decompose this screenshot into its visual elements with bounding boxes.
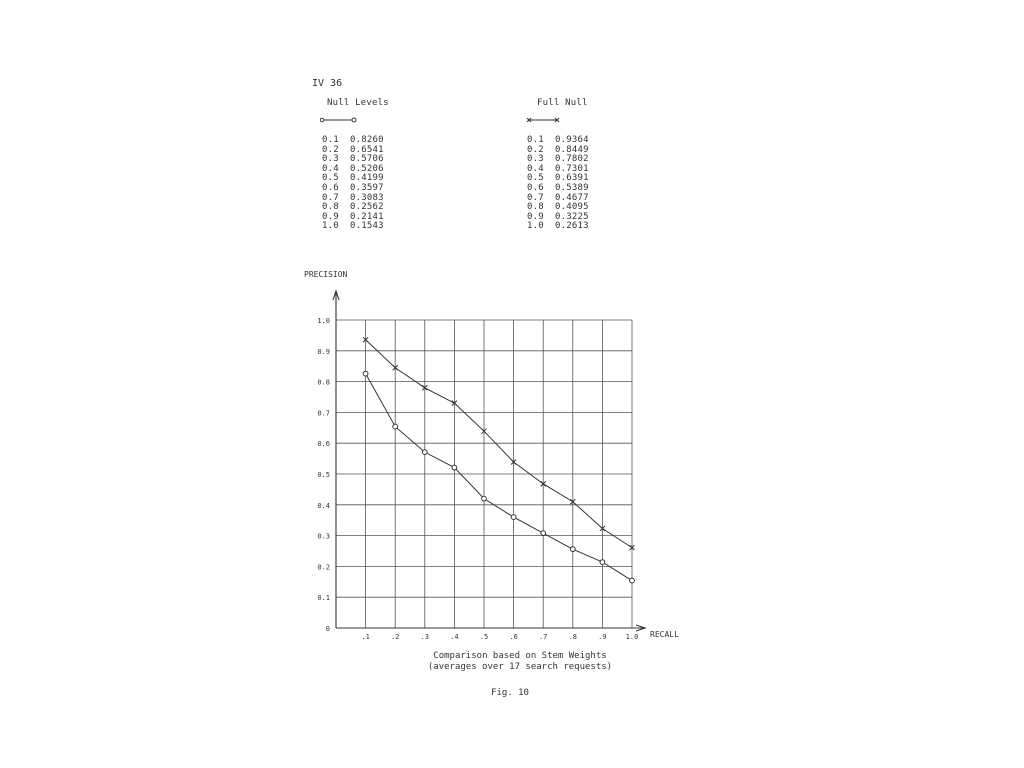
cross-stroke xyxy=(363,337,368,342)
cross-stroke xyxy=(570,499,575,504)
right-precision-value: 0.7802 xyxy=(555,154,589,165)
right-column-header: Full Null xyxy=(537,98,588,108)
left-precision-value: 0.3597 xyxy=(350,182,384,193)
y-tick-label: 0.9 xyxy=(317,347,330,356)
figure-label: Fig. 10 xyxy=(491,688,529,698)
left-row xyxy=(322,222,384,232)
series-1-point xyxy=(422,450,427,455)
series-2-point xyxy=(570,499,575,504)
document-id: IV 36 xyxy=(312,78,343,89)
right-recall-value: 0.5 xyxy=(527,173,544,184)
cross-stroke xyxy=(511,459,516,464)
left-recall-value: 0.8 xyxy=(322,202,339,213)
x-tick-label: .3 xyxy=(420,633,430,641)
chart-grid xyxy=(336,320,632,628)
series-2-point xyxy=(511,459,516,464)
left-recall-value: 0.7 xyxy=(322,192,339,203)
series-1-point xyxy=(452,465,457,470)
left-precision-value: 0.3083 xyxy=(350,192,384,203)
cross-stroke xyxy=(363,337,368,342)
right-recall-value: 0.3 xyxy=(527,154,544,165)
y-axis-arrow xyxy=(333,291,339,300)
right-precision-value: 0.7301 xyxy=(555,163,589,174)
cross-stroke xyxy=(422,385,427,390)
series-1-point xyxy=(630,578,635,583)
cross-stroke xyxy=(393,365,398,370)
chart-axes xyxy=(333,291,645,631)
right-recall-value: 0.2 xyxy=(527,144,544,155)
caption-line-1: Comparison based on Stem Weights xyxy=(433,651,607,661)
y-tick-label: 0.8 xyxy=(317,378,330,387)
x-tick-label: 1.0 xyxy=(625,633,639,641)
right-precision-value: 0.4095 xyxy=(555,202,589,213)
series-2-point xyxy=(541,481,546,486)
series-1-line xyxy=(366,374,632,581)
cross-line-symbol-icon xyxy=(525,115,565,125)
y-tick-label: 0.3 xyxy=(317,532,330,541)
left-recall-value: 0.3 xyxy=(322,154,339,165)
cross-stroke xyxy=(630,545,635,550)
cross-stroke xyxy=(452,401,457,406)
caption-line-2: (averages over 17 search requests) xyxy=(427,662,613,672)
series-1-point xyxy=(600,560,605,565)
left-precision-value: 0.8260 xyxy=(350,135,384,145)
left-recall-value: 0.5 xyxy=(322,173,339,184)
left-recall-value: 0.1 xyxy=(322,135,339,145)
right-recall-value: 0.8 xyxy=(527,202,544,213)
left-recall-value: 0.9 xyxy=(322,211,339,222)
right-recall-value: 0.4 xyxy=(527,163,544,174)
left-recall-value: 0.6 xyxy=(322,182,339,193)
series-2-point xyxy=(363,337,368,342)
left-precision-value: 0.4199 xyxy=(350,173,384,184)
right-recall-value: 0.6 xyxy=(527,182,544,193)
cross-stroke xyxy=(422,385,427,390)
x-tick-label: .6 xyxy=(509,633,518,641)
series-2-point xyxy=(393,365,398,370)
figure-caption xyxy=(380,651,660,673)
y-tick-label: 0.1 xyxy=(317,594,330,603)
left-precision-value: 0.5206 xyxy=(350,163,384,174)
left-precision-value: 0.1543 xyxy=(350,221,384,232)
x-axis-label: RECALL xyxy=(650,630,679,639)
series-1-point xyxy=(393,424,398,429)
series-2-point xyxy=(452,401,457,406)
circle-line-symbol-icon xyxy=(320,115,360,125)
left-column-header: Null Levels xyxy=(327,98,389,108)
left-precision-value: 0.5706 xyxy=(350,154,384,165)
x-tick-label: .7 xyxy=(538,633,548,641)
cross-stroke xyxy=(630,545,635,550)
right-recall-value: 0.1 xyxy=(527,135,544,145)
x-tick-label: .8 xyxy=(568,633,578,641)
right-precision-value: 0.2613 xyxy=(555,221,589,232)
series-1-point xyxy=(511,515,516,520)
y-tick-label: 0.5 xyxy=(317,471,330,479)
chart-series xyxy=(363,337,634,583)
x-tick-label: .5 xyxy=(479,633,489,641)
left-values-table xyxy=(322,136,384,232)
y-tick-label: 1.0 xyxy=(317,317,330,325)
cross-stroke xyxy=(600,526,605,531)
right-precision-value: 0.8449 xyxy=(555,144,589,155)
left-recall-value: 0.2 xyxy=(322,144,339,155)
cross-stroke xyxy=(600,526,605,531)
right-row xyxy=(527,222,589,232)
right-recall-value: 1.0 xyxy=(527,221,544,232)
cross-stroke xyxy=(482,429,487,434)
y-axis-label: PRECISION xyxy=(304,270,348,279)
x-axis-arrow xyxy=(636,625,645,631)
series-2-point xyxy=(600,526,605,531)
right-precision-value: 0.3225 xyxy=(555,211,589,222)
left-precision-value: 0.2562 xyxy=(350,202,384,213)
series-1-point xyxy=(570,547,575,552)
x-tick-label: .1 xyxy=(361,633,370,641)
x-tick-label: .2 xyxy=(390,633,400,641)
right-precision-value: 0.6391 xyxy=(555,173,589,184)
cross-stroke xyxy=(452,401,457,406)
series-1-point xyxy=(541,531,546,536)
cross-stroke xyxy=(541,481,546,486)
right-precision-value: 0.9364 xyxy=(555,135,589,145)
chart-ticks xyxy=(317,317,638,641)
cross-stroke xyxy=(482,429,487,434)
right-precision-value: 0.4677 xyxy=(555,192,589,203)
right-recall-value: 0.7 xyxy=(527,192,544,203)
series-2-point xyxy=(482,429,487,434)
series-2-point xyxy=(630,545,635,550)
left-recall-value: 1.0 xyxy=(322,221,339,232)
y-tick-label: 0.4 xyxy=(317,501,330,510)
right-precision-value: 0.5389 xyxy=(555,182,589,193)
series-2-line xyxy=(366,340,632,548)
cross-stroke xyxy=(570,499,575,504)
series-1-point xyxy=(363,371,368,376)
series-2-point xyxy=(422,385,427,390)
y-tick-label: 0.2 xyxy=(317,563,330,572)
series-1-point xyxy=(482,496,487,501)
x-tick-label: .4 xyxy=(450,633,459,641)
left-precision-value: 0.6541 xyxy=(350,144,384,155)
y-tick-label: 0.7 xyxy=(317,409,330,418)
left-precision-value: 0.2141 xyxy=(350,211,384,222)
cross-stroke xyxy=(541,481,546,486)
right-values-table xyxy=(527,136,589,232)
cross-stroke xyxy=(393,365,398,370)
left-recall-value: 0.4 xyxy=(322,163,339,174)
cross-stroke xyxy=(511,459,516,464)
x-tick-label: .9 xyxy=(598,633,607,641)
y-tick-label: 0 xyxy=(325,625,330,633)
y-tick-label: 0.6 xyxy=(317,440,330,449)
right-recall-value: 0.9 xyxy=(527,211,544,222)
